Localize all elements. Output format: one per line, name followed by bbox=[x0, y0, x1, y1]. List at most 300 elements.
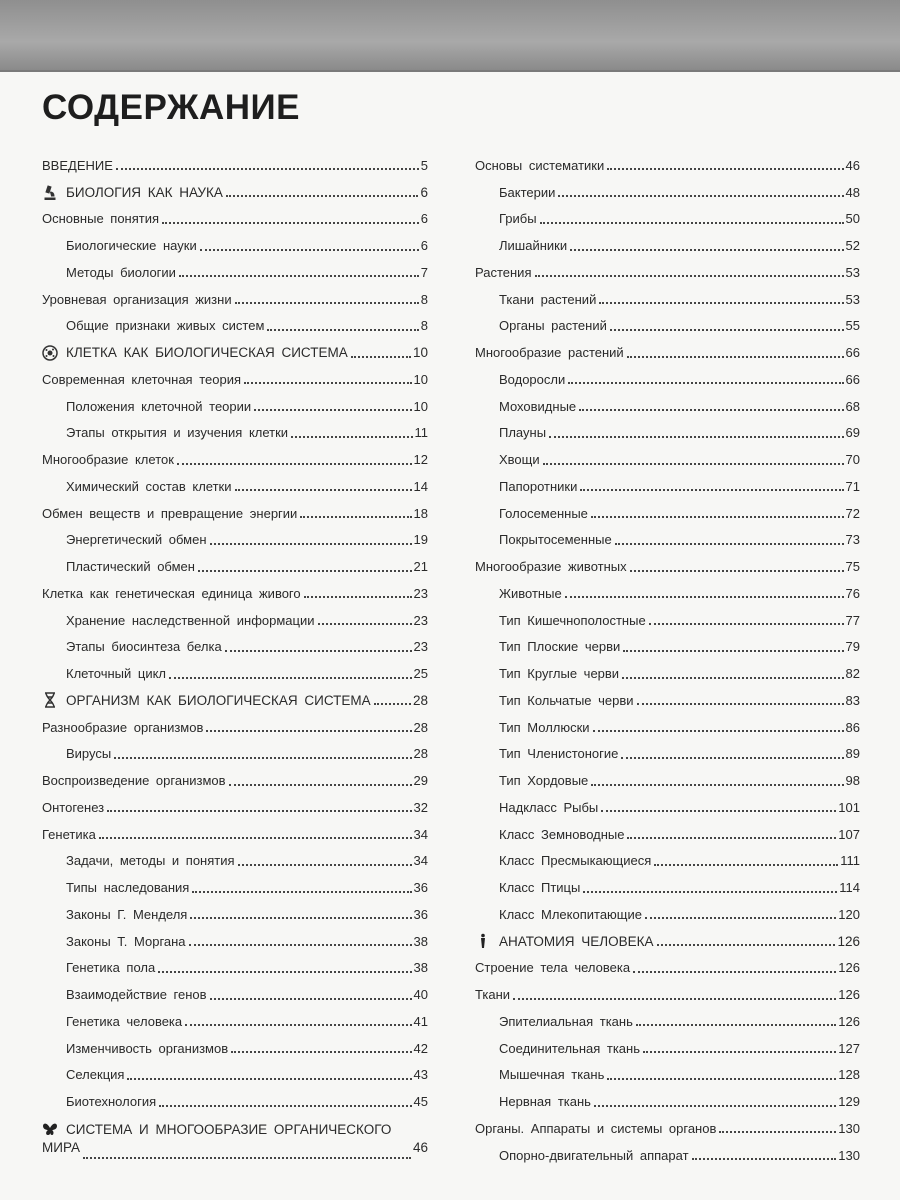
toc-section-entry bbox=[42, 179, 428, 206]
dot-leader bbox=[719, 1131, 836, 1133]
toc-page-number: 29 bbox=[413, 773, 428, 789]
toc-page-number: 38 bbox=[413, 933, 428, 949]
toc-entry bbox=[42, 928, 428, 955]
toc-entry bbox=[475, 981, 860, 1008]
toc-entry-title: Законы Г. Менделя bbox=[66, 906, 188, 922]
toc-entry bbox=[42, 634, 428, 661]
dot-leader bbox=[235, 489, 412, 491]
toc-page-number: 28 bbox=[413, 746, 428, 762]
toc-entry bbox=[475, 259, 860, 286]
page-header-band bbox=[0, 0, 900, 72]
toc-page-number: 14 bbox=[413, 478, 428, 494]
toc-entry-title: Энергетический обмен bbox=[66, 532, 207, 548]
toc-entry bbox=[475, 634, 860, 661]
toc-page-number: 46 bbox=[845, 157, 860, 173]
toc-entry-title: АНАТОМИЯ ЧЕЛОВЕКА bbox=[499, 933, 654, 949]
toc-page-number: 23 bbox=[413, 612, 428, 628]
toc-entry-title: Тип Кишечнополостные bbox=[499, 612, 646, 628]
toc-entry bbox=[42, 420, 428, 447]
toc-entry-title: Многообразие клеток bbox=[42, 452, 174, 468]
toc-page-number: 126 bbox=[838, 960, 860, 976]
dot-leader bbox=[169, 677, 412, 679]
dot-leader bbox=[535, 275, 844, 277]
toc-page-number: 40 bbox=[413, 987, 428, 1003]
dot-leader bbox=[244, 382, 412, 384]
dot-leader bbox=[99, 837, 412, 839]
toc-entry-title: СИСТЕМА И МНОГООБРАЗИЕ ОРГАНИЧЕСКОГО bbox=[66, 1121, 392, 1137]
toc-entry bbox=[475, 500, 860, 527]
toc-entry bbox=[475, 580, 860, 607]
toc-entry-title: Методы биологии bbox=[66, 264, 176, 280]
toc-page-number: 77 bbox=[845, 612, 860, 628]
toc-entry bbox=[475, 741, 860, 768]
toc-entry-title: Органы. Аппараты и системы органов bbox=[475, 1120, 717, 1136]
dot-leader bbox=[610, 329, 844, 331]
toc-entry bbox=[42, 313, 428, 340]
dot-leader bbox=[189, 944, 412, 946]
toc-entry bbox=[42, 152, 428, 179]
toc-page-number: 32 bbox=[413, 799, 428, 815]
toc-entry-title: Тип Членистоногие bbox=[499, 746, 619, 762]
toc-page-number: 38 bbox=[413, 960, 428, 976]
toc-entry-title: Плауны bbox=[499, 425, 547, 441]
toc-entry bbox=[475, 1062, 860, 1089]
dot-leader bbox=[565, 596, 844, 598]
dot-leader bbox=[267, 329, 418, 331]
toc-entry bbox=[475, 660, 860, 687]
dot-leader bbox=[601, 810, 836, 812]
toc-entry-title: Нервная ткань bbox=[499, 1094, 591, 1110]
dot-leader bbox=[630, 570, 844, 572]
toc-page-number: 68 bbox=[845, 398, 860, 414]
dot-leader bbox=[107, 810, 411, 812]
dot-leader bbox=[206, 730, 411, 732]
toc-entry-title: Задачи, методы и понятия bbox=[66, 853, 235, 869]
dot-leader bbox=[351, 356, 411, 358]
toc-page-number: 50 bbox=[845, 211, 860, 227]
dot-leader bbox=[158, 971, 411, 973]
toc-entry bbox=[475, 955, 860, 982]
toc-section-entry bbox=[42, 687, 428, 714]
toc-entry-title: Пластический обмен bbox=[66, 559, 195, 575]
cell-icon bbox=[42, 345, 58, 361]
toc-entry-title: Лишайники bbox=[499, 238, 568, 254]
toc-entry-title: Генетика человека bbox=[66, 1013, 183, 1029]
toc-entry-title: Животные bbox=[499, 585, 562, 601]
toc-entry bbox=[42, 206, 428, 233]
toc-entry bbox=[475, 1035, 860, 1062]
dot-leader bbox=[637, 703, 844, 705]
toc-entry bbox=[42, 1088, 428, 1115]
toc-page-number: 23 bbox=[413, 585, 428, 601]
dna-icon bbox=[42, 692, 58, 708]
toc-page-number: 127 bbox=[838, 1040, 860, 1056]
toc-entry-title: Покрытосеменные bbox=[499, 532, 612, 548]
toc-entry bbox=[475, 286, 860, 313]
toc-page-number: 43 bbox=[413, 1067, 428, 1083]
dot-leader bbox=[210, 998, 412, 1000]
dot-leader bbox=[198, 570, 412, 572]
butterfly-icon bbox=[42, 1121, 58, 1137]
toc-page-number: 12 bbox=[413, 452, 428, 468]
toc-entry-title: Основы систематики bbox=[475, 157, 605, 173]
toc-page-number: 126 bbox=[838, 987, 860, 1003]
toc-entry bbox=[475, 794, 860, 821]
toc-entry-title: Генетика пола bbox=[66, 960, 156, 976]
toc-entry bbox=[42, 259, 428, 286]
dot-leader bbox=[622, 677, 843, 679]
dot-leader bbox=[238, 864, 412, 866]
dot-leader bbox=[623, 650, 843, 652]
toc-entry-title: Клетка как генетическая единица живого bbox=[42, 585, 301, 601]
toc-page-number: 36 bbox=[413, 880, 428, 896]
toc-page-number: 53 bbox=[845, 291, 860, 307]
dot-leader bbox=[643, 1051, 836, 1053]
toc-entry-title: Класс Земноводные bbox=[499, 826, 625, 842]
toc-page-number: 114 bbox=[839, 880, 860, 896]
toc-page-number: 21 bbox=[413, 559, 428, 575]
dot-leader bbox=[114, 757, 411, 759]
dot-leader bbox=[540, 222, 844, 224]
toc-page-number: 71 bbox=[845, 478, 860, 494]
toc-right-column bbox=[475, 152, 860, 1169]
toc-page-number: 70 bbox=[845, 452, 860, 468]
dot-leader bbox=[210, 543, 412, 545]
toc-page-number: 10 bbox=[413, 371, 428, 387]
toc-entry-title: Тип Плоские черви bbox=[499, 639, 621, 655]
toc-entry-title: Изменчивость организмов bbox=[66, 1040, 229, 1056]
toc-entry-title: Многообразие животных bbox=[475, 559, 627, 575]
toc-entry bbox=[475, 714, 860, 741]
toc-entry-title: Эпителиальная ткань bbox=[499, 1013, 633, 1029]
toc-entry bbox=[42, 553, 428, 580]
toc-page-number: 25 bbox=[413, 666, 428, 682]
toc-entry-title: Положения клеточной теории bbox=[66, 398, 252, 414]
toc-page-number: 19 bbox=[413, 532, 428, 548]
toc-entry-title: Современная клеточная теория bbox=[42, 371, 241, 387]
toc-entry-title: Растения bbox=[475, 264, 532, 280]
toc-entry-title: Тип Кольчатые черви bbox=[499, 692, 634, 708]
toc-entry bbox=[42, 874, 428, 901]
toc-page-number: 73 bbox=[845, 532, 860, 548]
toc-entry bbox=[42, 580, 428, 607]
dot-leader bbox=[558, 195, 843, 197]
toc-entry-title: Строение тела человека bbox=[475, 960, 631, 976]
toc-entry bbox=[42, 1062, 428, 1089]
toc-page-number: 126 bbox=[838, 1013, 860, 1029]
toc-page-number: 76 bbox=[845, 585, 860, 601]
toc-entry bbox=[475, 901, 860, 928]
toc-page-number: 69 bbox=[845, 425, 860, 441]
toc-page-number: 34 bbox=[413, 826, 428, 842]
toc-page-number: 11 bbox=[414, 425, 428, 441]
dot-leader bbox=[568, 382, 843, 384]
toc-page-number: 129 bbox=[838, 1094, 860, 1110]
toc-entry-title: Генетика bbox=[42, 826, 96, 842]
toc-entry-title: Этапы биосинтеза белка bbox=[66, 639, 222, 655]
dot-leader bbox=[229, 784, 412, 786]
toc-entry bbox=[42, 955, 428, 982]
dot-leader bbox=[254, 409, 411, 411]
toc-page-number: 126 bbox=[837, 933, 860, 949]
toc-page-number: 6 bbox=[420, 238, 428, 254]
toc-entry-title: Этапы открытия и изучения клетки bbox=[66, 425, 289, 441]
toc-entry bbox=[42, 527, 428, 554]
toc-entry-title: Водоросли bbox=[499, 371, 566, 387]
toc-entry bbox=[42, 446, 428, 473]
toc-page-number: 72 bbox=[845, 505, 860, 521]
toc-entry bbox=[475, 874, 860, 901]
toc-entry bbox=[42, 607, 428, 634]
toc-page-number: 41 bbox=[413, 1013, 428, 1029]
dot-leader bbox=[200, 249, 419, 251]
toc-entry bbox=[475, 1088, 860, 1115]
dot-leader bbox=[300, 516, 411, 518]
dot-leader bbox=[127, 1078, 411, 1080]
toc-page-number: 28 bbox=[412, 692, 428, 708]
toc-entry bbox=[475, 553, 860, 580]
toc-entry bbox=[475, 1115, 860, 1142]
toc-entry-title: Селекция bbox=[66, 1067, 125, 1083]
toc-entry bbox=[475, 473, 860, 500]
toc-page-number: 98 bbox=[845, 773, 860, 789]
toc-entry bbox=[475, 179, 860, 206]
dot-leader bbox=[594, 1105, 836, 1107]
dot-leader bbox=[615, 543, 844, 545]
toc-page-number: 52 bbox=[845, 238, 860, 254]
toc-entry-title: Тип Моллюски bbox=[499, 719, 590, 735]
dot-leader bbox=[83, 1157, 411, 1159]
toc-entry-title: Грибы bbox=[499, 211, 537, 227]
toc-page-number: 107 bbox=[838, 826, 860, 842]
toc-entry-title: ОРГАНИЗМ КАК БИОЛОГИЧЕСКАЯ СИСТЕМА bbox=[66, 692, 371, 708]
toc-entry bbox=[475, 313, 860, 340]
toc-entry-title: Моховидные bbox=[499, 398, 577, 414]
toc-entry-title: Биологические науки bbox=[66, 238, 197, 254]
microscope-icon bbox=[42, 184, 58, 200]
dot-leader bbox=[645, 917, 836, 919]
dot-leader bbox=[654, 864, 838, 866]
toc-entry bbox=[42, 714, 428, 741]
toc-entry bbox=[475, 393, 860, 420]
toc-entry-title: Хвощи bbox=[499, 452, 540, 468]
dot-leader bbox=[692, 1158, 837, 1160]
toc-page-number: 7 bbox=[420, 264, 428, 280]
dot-leader bbox=[179, 275, 419, 277]
toc-entry bbox=[42, 1035, 428, 1062]
toc-entry-title: Общие признаки живых систем bbox=[66, 318, 265, 334]
toc-entry-title: Химический состав клетки bbox=[66, 478, 232, 494]
dot-leader bbox=[549, 436, 843, 438]
dot-leader bbox=[318, 623, 412, 625]
toc-entry bbox=[42, 794, 428, 821]
toc-page-number: 82 bbox=[845, 666, 860, 682]
toc-entry-title: БИОЛОГИЯ КАК НАУКА bbox=[66, 184, 223, 200]
dot-leader bbox=[570, 249, 843, 251]
toc-entry bbox=[475, 821, 860, 848]
toc-entry-title: Уровневая организация жизни bbox=[42, 291, 232, 307]
toc-entry-title: Онтогенез bbox=[42, 799, 105, 815]
dot-leader bbox=[304, 596, 412, 598]
toc-entry bbox=[475, 420, 860, 447]
toc-page-number: 45 bbox=[413, 1094, 428, 1110]
toc-entry bbox=[42, 821, 428, 848]
dot-leader bbox=[291, 436, 412, 438]
toc-page-number: 83 bbox=[845, 692, 860, 708]
toc-page-number: 66 bbox=[845, 345, 860, 361]
toc-entry bbox=[475, 527, 860, 554]
toc-page-number: 89 bbox=[845, 746, 860, 762]
toc-entry bbox=[475, 1008, 860, 1035]
toc-entry-title: Разнообразие организмов bbox=[42, 719, 204, 735]
dot-leader bbox=[591, 784, 843, 786]
toc-page-number: 55 bbox=[845, 318, 860, 334]
dot-leader bbox=[190, 917, 411, 919]
toc-page-number: 101 bbox=[838, 799, 860, 815]
toc-section-entry bbox=[42, 339, 428, 366]
toc-page-number: 111 bbox=[840, 853, 860, 869]
toc-page-number: 23 bbox=[413, 639, 428, 655]
toc-page-number: 28 bbox=[413, 719, 428, 735]
toc-entry-title: Голосеменные bbox=[499, 505, 588, 521]
toc-entry-title: Тип Круглые черви bbox=[499, 666, 620, 682]
dot-leader bbox=[636, 1024, 836, 1026]
dot-leader bbox=[593, 730, 844, 732]
toc-entry bbox=[42, 1008, 428, 1035]
toc-entry bbox=[42, 767, 428, 794]
toc-entry bbox=[475, 152, 860, 179]
toc-entry bbox=[42, 901, 428, 928]
dot-leader bbox=[627, 837, 836, 839]
dot-leader bbox=[657, 944, 836, 946]
dot-leader bbox=[627, 356, 844, 358]
toc-entry bbox=[42, 473, 428, 500]
toc-entry-title: Соединительная ткань bbox=[499, 1040, 640, 1056]
toc-entry bbox=[475, 232, 860, 259]
dot-leader bbox=[177, 463, 412, 465]
toc-page-number: 66 bbox=[845, 371, 860, 387]
toc-entry bbox=[42, 232, 428, 259]
toc-entry-title: Класс Птицы bbox=[499, 880, 581, 896]
toc-entry-title: Обмен веществ и превращение энергии bbox=[42, 505, 298, 521]
toc-entry bbox=[475, 446, 860, 473]
dot-leader bbox=[192, 891, 411, 893]
toc-page-number: 5 bbox=[420, 157, 428, 173]
toc-entry-title: Типы наследования bbox=[66, 880, 190, 896]
toc-entry-title: Класс Млекопитающие bbox=[499, 906, 642, 922]
toc-entry bbox=[42, 660, 428, 687]
toc-entry bbox=[42, 286, 428, 313]
toc-page-number: 36 bbox=[413, 906, 428, 922]
toc-entry-title: Вирусы bbox=[66, 746, 112, 762]
dot-leader bbox=[159, 1105, 411, 1107]
toc-entry bbox=[475, 687, 860, 714]
toc-section-entry bbox=[475, 928, 860, 955]
toc-entry bbox=[475, 607, 860, 634]
toc-entry-title: Основные понятия bbox=[42, 211, 160, 227]
toc-entry-title: Клеточный цикл bbox=[66, 666, 167, 682]
toc-entry bbox=[42, 981, 428, 1008]
dot-leader bbox=[599, 302, 843, 304]
toc-entry-title: Папоротники bbox=[499, 478, 578, 494]
toc-entry bbox=[475, 339, 860, 366]
dot-leader bbox=[235, 302, 419, 304]
toc-page-number: 6 bbox=[420, 184, 428, 200]
toc-page-number: 34 bbox=[413, 853, 428, 869]
toc-page-number: 10 bbox=[412, 345, 428, 361]
dot-leader bbox=[231, 1051, 411, 1053]
toc-entry bbox=[42, 848, 428, 875]
toc-page-number: 8 bbox=[420, 291, 428, 307]
dot-leader bbox=[579, 409, 843, 411]
toc-page-number: 128 bbox=[838, 1067, 860, 1083]
toc-entry-title: Биотехнология bbox=[66, 1094, 157, 1110]
toc-entry bbox=[475, 206, 860, 233]
toc-page-number: 53 bbox=[845, 264, 860, 280]
dot-leader bbox=[513, 998, 836, 1000]
toc-entry bbox=[42, 366, 428, 393]
toc-page-number: 8 bbox=[420, 318, 428, 334]
dot-leader bbox=[116, 168, 419, 170]
toc-entry-title: Опорно-двигательный аппарат bbox=[499, 1147, 689, 1163]
dot-leader bbox=[580, 489, 843, 491]
toc-page-number: 48 bbox=[845, 184, 860, 200]
toc-page-number: 120 bbox=[838, 906, 860, 922]
toc-entry-title: Класс Пресмыкающиеся bbox=[499, 853, 652, 869]
dot-leader bbox=[633, 971, 836, 973]
toc-entry bbox=[475, 848, 860, 875]
toc-entry-title: Бактерии bbox=[499, 184, 556, 200]
dot-leader bbox=[649, 623, 844, 625]
dot-leader bbox=[621, 757, 843, 759]
toc-section-entry bbox=[42, 1115, 428, 1159]
toc-entry-title: Хранение наследственной информации bbox=[66, 612, 315, 628]
page-title: СОДЕРЖАНИЕ bbox=[42, 88, 301, 127]
toc-entry-title: Тип Хордовые bbox=[499, 773, 589, 789]
toc-entry-title: Ткани bbox=[475, 987, 511, 1003]
dot-leader bbox=[185, 1024, 411, 1026]
toc-page-number: 46 bbox=[412, 1140, 428, 1155]
dot-leader bbox=[226, 195, 419, 197]
dot-leader bbox=[225, 650, 412, 652]
toc-page-number: 130 bbox=[838, 1147, 860, 1163]
dot-leader bbox=[591, 516, 844, 518]
dot-leader bbox=[162, 222, 419, 224]
toc-page-number: 10 bbox=[413, 398, 428, 414]
dot-leader bbox=[607, 168, 843, 170]
toc-entry-title: Законы Т. Моргана bbox=[66, 933, 186, 949]
dot-leader bbox=[374, 703, 411, 705]
toc-page-number: 6 bbox=[420, 211, 428, 227]
toc-entry bbox=[42, 393, 428, 420]
human-icon bbox=[475, 933, 491, 949]
toc-entry-title: Мышечная ткань bbox=[499, 1067, 605, 1083]
toc-page-number: 18 bbox=[413, 505, 428, 521]
toc-entry bbox=[475, 366, 860, 393]
toc-entry-title: Органы растений bbox=[499, 318, 607, 334]
toc-page-number: 75 bbox=[845, 559, 860, 575]
toc-entry-title: Многообразие растений bbox=[475, 345, 624, 361]
toc-entry-title: Воспроизведение организмов bbox=[42, 773, 226, 789]
toc-page-number: 79 bbox=[845, 639, 860, 655]
toc-left-column bbox=[42, 152, 428, 1159]
toc-entry-title: Ткани растений bbox=[499, 291, 597, 307]
toc-entry-title-continued: МИРА bbox=[42, 1140, 81, 1155]
toc-page-number: 42 bbox=[413, 1040, 428, 1056]
toc-entry-title: Надкласс Рыбы bbox=[499, 799, 599, 815]
toc-entry-title: ВВЕДЕНИЕ bbox=[42, 157, 113, 173]
dot-leader bbox=[543, 463, 844, 465]
